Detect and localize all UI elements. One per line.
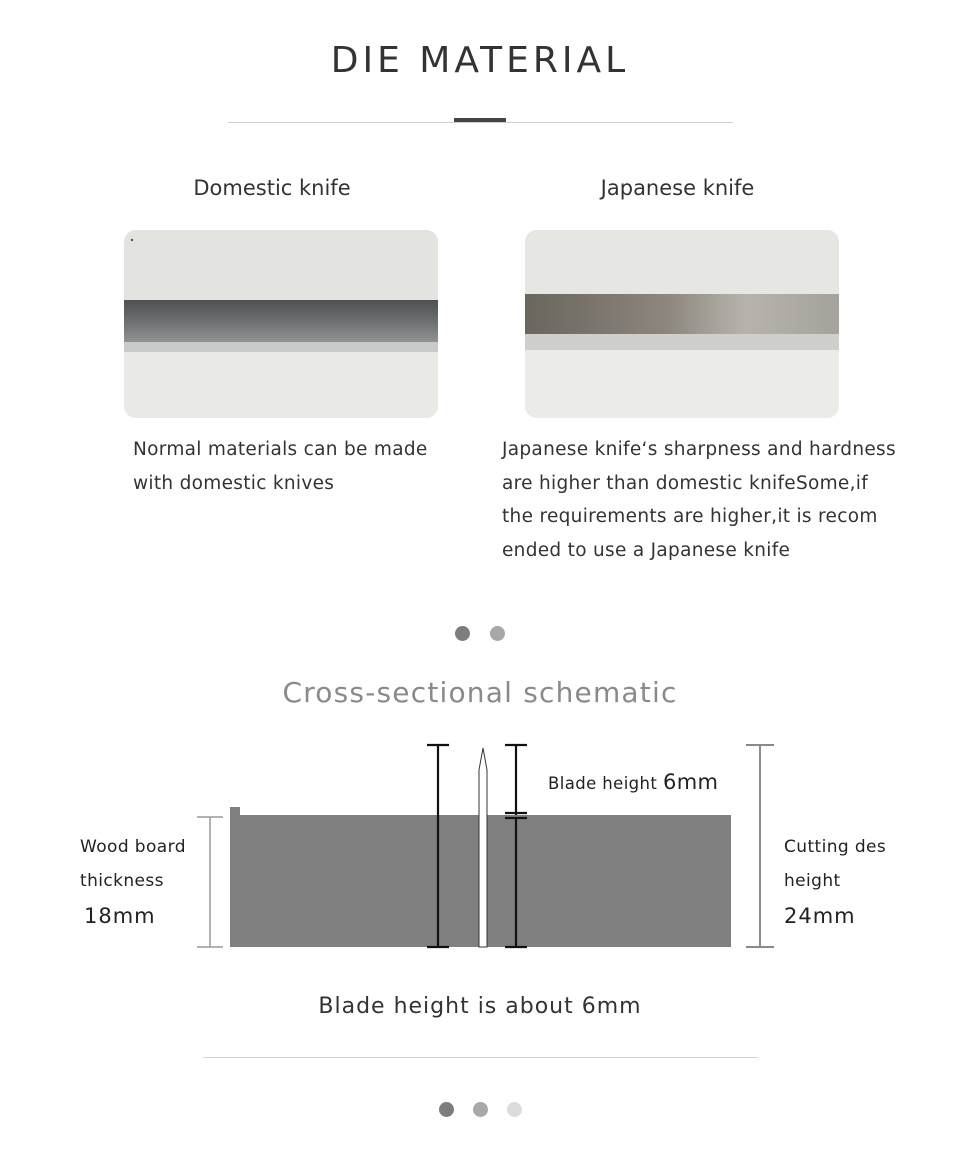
domestic-knife-description [133,433,453,500]
japanese-knife-description [502,433,922,567]
schematic-caption: Blade height is about 6mm [318,994,642,1019]
label-line: thickness [80,871,164,891]
wood-board-label [80,830,186,898]
blade [479,748,487,947]
label-line: Wood board [80,837,186,857]
label-line: Cutting des [784,837,887,857]
cutting-height-value: 24mm [784,904,856,928]
wood-thickness-bracket [197,817,223,947]
domestic-knife-image [124,230,438,418]
description-line: the requirements are higher,it is recom [502,506,878,527]
description-line: ended to use a Japanese knife [502,539,791,561]
title-accent-bar [454,118,506,122]
wood-board-value: 18mm [84,904,156,928]
cutting-height-bracket [746,745,774,947]
carousel-dot-2[interactable] [473,1102,488,1117]
description-line: are higher than domestic knifeSome,if [502,472,869,494]
carousel-dot-3[interactable] [507,1102,522,1117]
description-line: with domestic knives [133,472,335,494]
japanese-knife-image [525,230,839,418]
label-line: height [784,871,841,891]
domestic-blade-photo [124,230,438,418]
japanese-knife-title: Japanese knife [600,176,755,200]
description-line: Japanese knife‘s sharpness and hardness [502,439,896,460]
domestic-knife-title: Domestic knife [193,176,351,200]
carousel-dot-1[interactable] [455,626,470,641]
blade-height-text: Blade height [548,774,663,793]
japanese-blade-photo [525,230,839,418]
carousel-dot-1[interactable] [439,1102,454,1117]
board-edge [230,807,240,819]
blade-height-label [548,770,718,794]
description-line: Normal materials can be made [133,439,428,460]
title-divider [228,122,733,123]
bottom-divider [203,1057,758,1058]
page-title: DIE MATERIAL [330,40,630,81]
blade-height-value: 6mm [662,770,719,794]
cutting-height-label [784,830,886,898]
schematic-title: Cross-sectional schematic [282,676,678,709]
carousel-dot-2[interactable] [490,626,505,641]
